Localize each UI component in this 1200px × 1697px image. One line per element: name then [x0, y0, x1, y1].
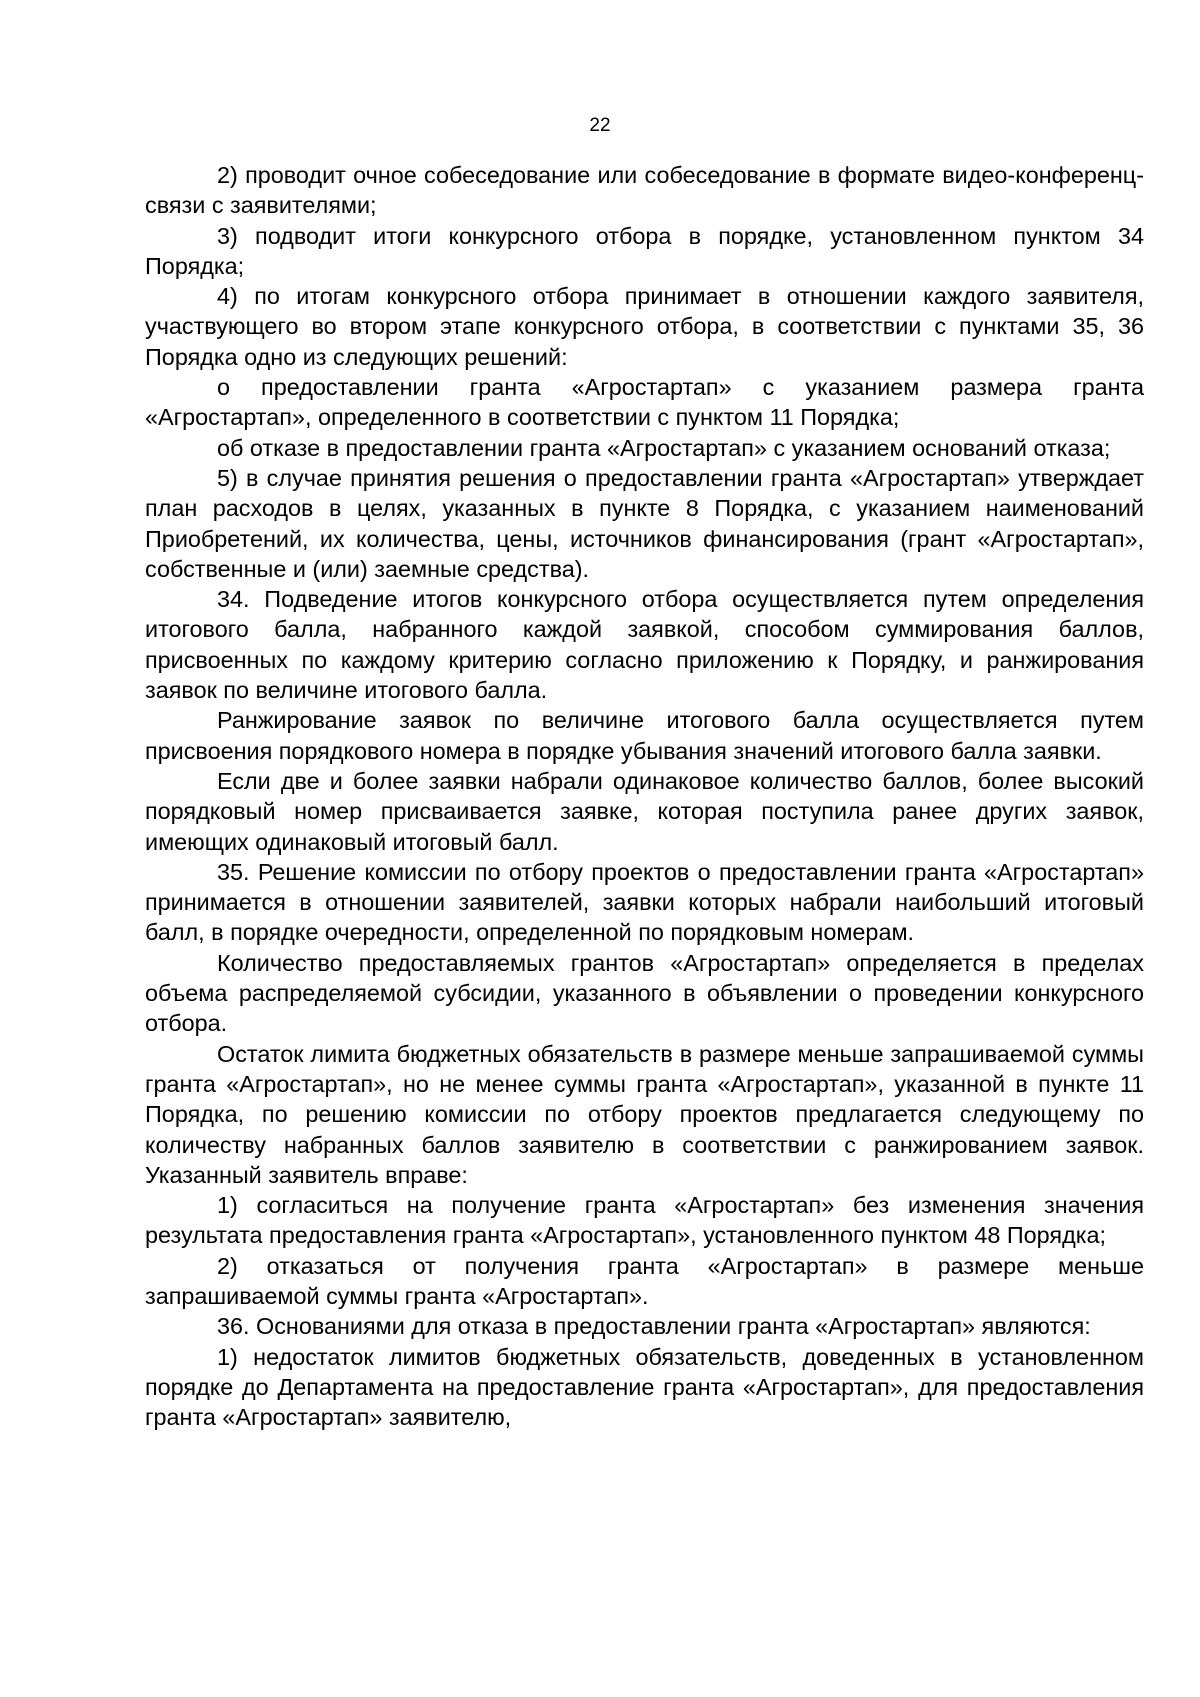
clause-34-equal-scores: Если две и более заявки набрали одинаковое количество баллов, более высокий порядковый номер присваивается заявке, которая поступила ранее других заявок, имеющих одинаковый итоговый балл. [145, 767, 1144, 855]
clause-35-remaining-limit: Остаток лимита бюджетных обязательств в размере меньше запрашиваемой суммы гранта «Агростартап», но не менее суммы гранта «Агростартап», указанной в пункте 11 Порядка, по решению комиссии по отбору проектов предлагается следующему по количеству набранных баллов заявителю в соответствии с ранжированием заявок. Указанный заявитель вправе: [145, 1040, 1144, 1188]
clause-36: 36. Основаниями для отказа в предоставлении гранта «Агростартап» являются: [217, 1313, 1091, 1340]
list-item-3-results: 3) подводит итоги конкурсного отбора в порядке, установленном пунктом 34 Порядка; [145, 222, 1144, 279]
decision-grant: о предоставлении гранта «Агростартап» с указанием размера гранта «Агростартап», определенного в соответствии с пунктом 11 Порядка; [145, 374, 1144, 431]
list-item-5-expense-plan: 5) в случае принятия решения о предоставлении гранта «Агростартап» утверждает план расходов в целях, указанных в пункте 8 Порядка, с указанием наименований Приобретений, их количества, цены, источников финансирования (грант «Агростартап», собственные и (или) заемные средства). [145, 464, 1144, 582]
clause-35-grant-count: Количество предоставляемых грантов «Агростартап» определяется в пределах объема распределяемой субсидии, указанного в объявлении о проведении конкурсного отбора. [145, 949, 1144, 1037]
document-body [145, 160, 1144, 1432]
clause-34: 34. Подведение итогов конкурсного отбора осуществляется путем определения итогового балла, набранного каждой заявкой, способом суммирования баллов, присвоенных по каждому критерию согласно приложению к Порядку, и ранжирования заявок по величине итогового балла. [145, 586, 1144, 704]
page-number: 22 [589, 115, 611, 136]
decision-refusal: об отказе в предоставлении гранта «Агростартап» с указанием оснований отказа; [217, 434, 1111, 461]
clause-35-option-1: 1) согласиться на получение гранта «Агростартап» без изменения значения результата предоставления гранта «Агростартап», установленного пунктом 48 Порядка; [145, 1192, 1144, 1249]
clause-35: 35. Решение комиссии по отбору проектов о предоставлении гранта «Агростартап» принимается в отношении заявителей, заявки которых набрали наибольший итоговый балл, в порядке очередности, определенной по порядковым номерам. [145, 858, 1144, 946]
list-item-4-decision: 4) по итогам конкурсного отбора принимает в отношении каждого заявителя, участвующего во втором этапе конкурсного отбора, в соответствии с пунктами 35, 36 Порядка одно из следующих решений: [145, 283, 1144, 370]
list-item-2-interview: 2) проводит очное собеседование или собеседование в формате видео-конференц-связи с заявителями; [145, 162, 1144, 219]
clause-35-option-2: 2) отказаться от получения гранта «Агростартап» в размере меньше запрашиваемой суммы гранта «Агростартап». [145, 1252, 1144, 1309]
clause-34-ranking: Ранжирование заявок по величине итогового балла осуществляется путем присвоения порядкового номера в порядке убывания значений итогового балла заявки. [145, 707, 1144, 764]
clause-36-reason-1: 1) недостаток лимитов бюджетных обязательств, доведенных в установленном порядке до Департамента на предоставление гранта «Агростартап», для предоставления гранта «Агростартап» заявителю, [145, 1343, 1144, 1431]
